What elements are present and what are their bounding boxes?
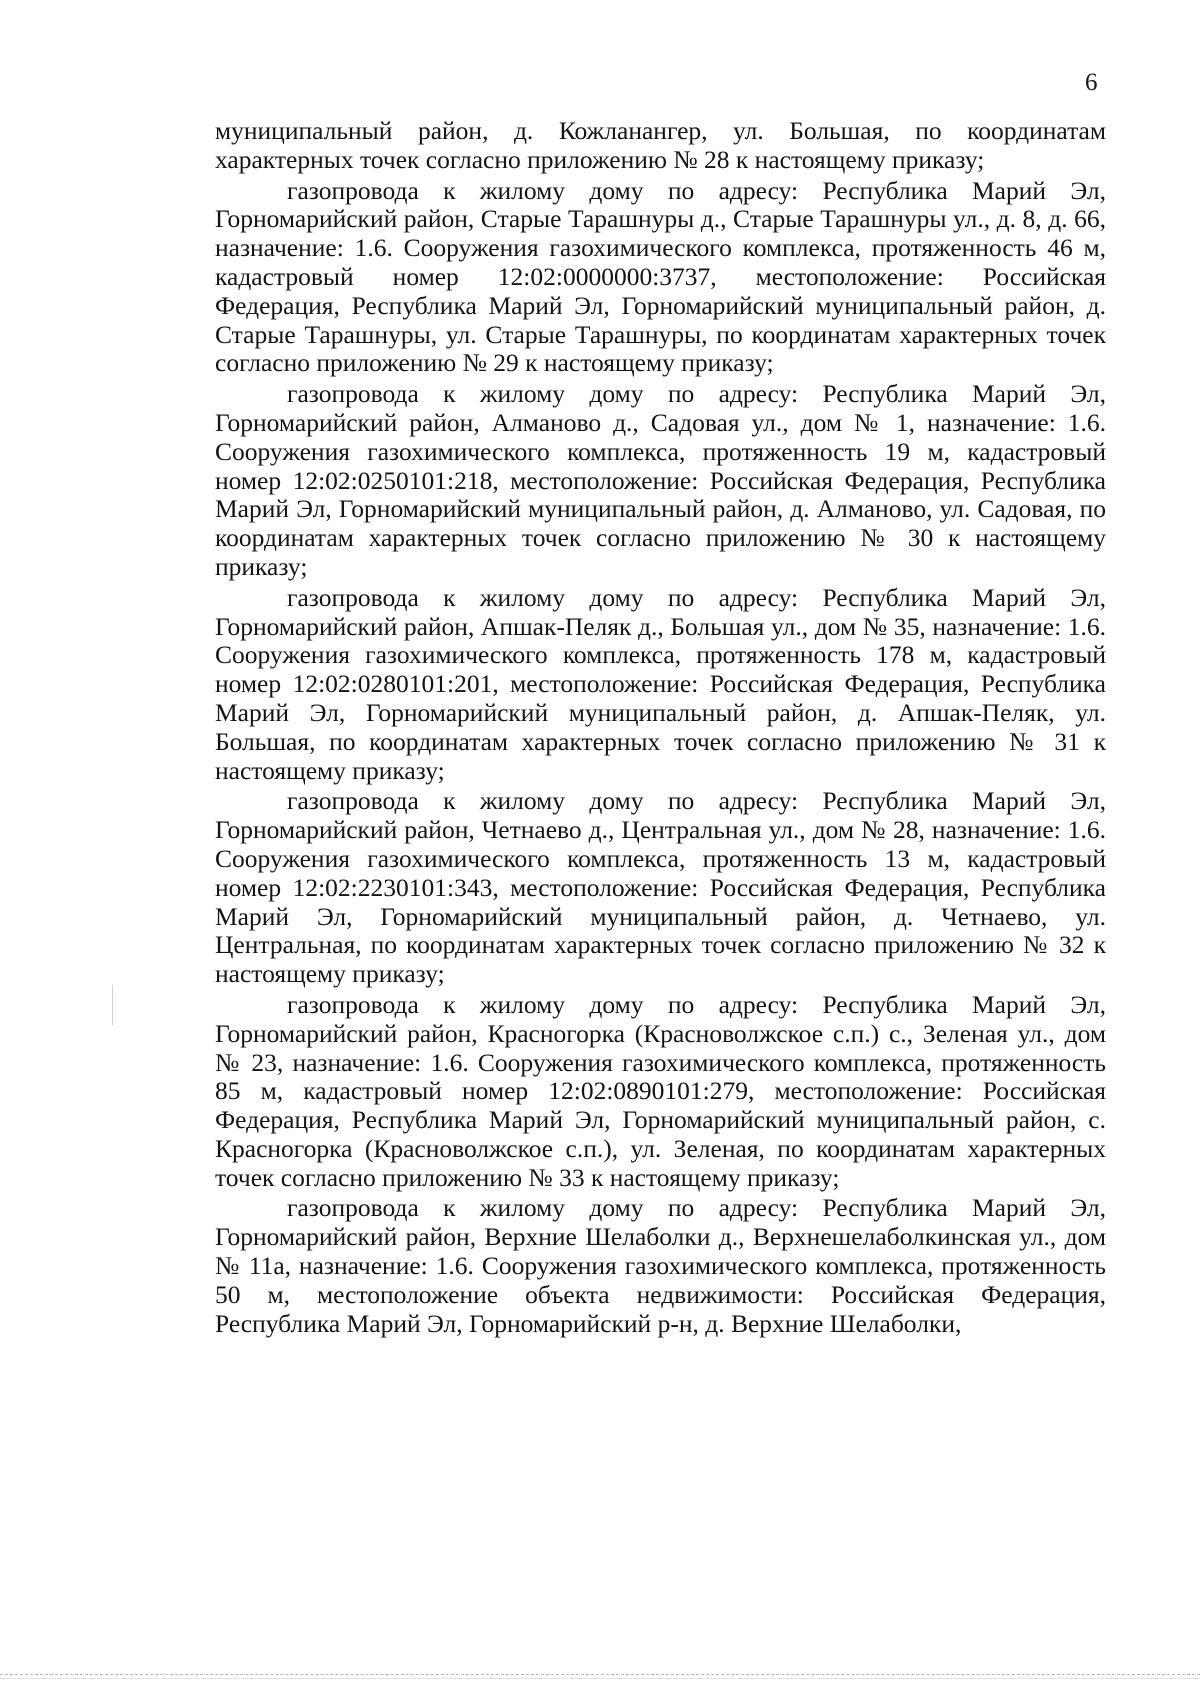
paragraph-gas-pipeline-verkhnie-shelabolki: газопровода к жилому дому по адресу: Республика Марий Эл, Горномарийский район, Верхние Шелаболки д., Верхнешелаболкинская ул., дом № 11а, назначение: 1.6. Сооружения газохимического комплекса, протяженность 50 м, местоположение объекта недвижимости: Российская Федерация, Республика Марий Эл, Горномарийский р-н, д. Верхние Шелаболки, <box>215 1193 1106 1338</box>
scan-bottom-edge <box>0 1674 1200 1679</box>
page-number: 6 <box>1085 69 1098 96</box>
paragraph-gas-pipeline-krasnogorka: газопровода к жилому дому по адресу: Республика Марий Эл, Горномарийский район, Красногорка (Красноволжское с.п.) с., Зеленая ул., дом № 23, назначение: 1.6. Сооружения газохимического комплекса, протяженность 85 м, кадастровый номер 12:02:0890101:279, местоположение: Российская Федерация, Республика Марий Эл, Горномарийский муниципальный район, с. Красногорка (Красноволжское с.п.), ул. Зеленая, по координатам характерных точек согласно приложению № 33 к настоящему приказу; <box>215 989 1106 1192</box>
paragraph-gas-pipeline-apshak-pelyak: газопровода к жилому дому по адресу: Республика Марий Эл, Горномарийский район, Апшак-Пеляк д., Большая ул., дом № 35, назначение: 1.6. Сооружения газохимического комплекса, протяженность 178 м, кадастровый номер 12:02:0280101:201, местоположение: Российская Федерация, Республика Марий Эл, Горномарийский муниципальный район, д. Апшак-Пеляк, ул. Большая, по координатам характерных точек согласно приложению № 31 к настоящему приказу; <box>215 582 1106 785</box>
paragraph-gas-pipeline-chetnaevo: газопровода к жилому дому по адресу: Республика Марий Эл, Горномарийский район, Четнаево д., Центральная ул., дом № 28, назначение: 1.6. Сооружения газохимического комплекса, протяженность 13 м, кадастровый номер 12:02:2230101:343, местоположение: Российская Федерация, Республика Марий Эл, Горномарийский муниципальный район, д. Четнаево, ул. Центральная, по координатам характерных точек согласно приложению № 32 к настоящему приказу; <box>215 786 1106 989</box>
paragraph-gas-pipeline-almanovo: газопровода к жилому дому по адресу: Республика Марий Эл, Горномарийский район, Алманово д., Садовая ул., дом № 1, назначение: 1.6. Сооружения газохимического комплекса, протяженность 19 м, кадастровый номер 12:02:0250101:218, местоположение: Российская Федерация, Республика Марий Эл, Горномарийский муниципальный район, д. Алманово, ул. Садовая, по координатам характерных точек согласно приложению № 30 к настоящему приказу; <box>215 379 1106 581</box>
paragraph-gas-pipeline-starye-tarashnury: газопровода к жилому дому по адресу: Республика Марий Эл, Горномарийский район, Старые Тарашнуры д., Старые Тарашнуры ул., д. 8, д. 66, назначение: 1.6. Сооружения газохимического комплекса, протяженность 46 м, кадастровый номер 12:02:0000000:3737, местоположение: Российская Федерация, Республика Марий Эл, Горномарийский муниципальный район, д. Старые Тарашнуры, ул. Старые Тарашнуры, по координатам характерных точек согласно приложению № 29 к настоящему приказу; <box>215 175 1106 378</box>
document-body <box>215 117 1106 1340</box>
paragraph-continuation: муниципальный район, д. Кожланангер, ул. Большая, по координатам характерных точек согласно приложению № 28 к настоящему приказу; <box>215 116 1106 174</box>
scan-margin-mark <box>112 985 113 1025</box>
